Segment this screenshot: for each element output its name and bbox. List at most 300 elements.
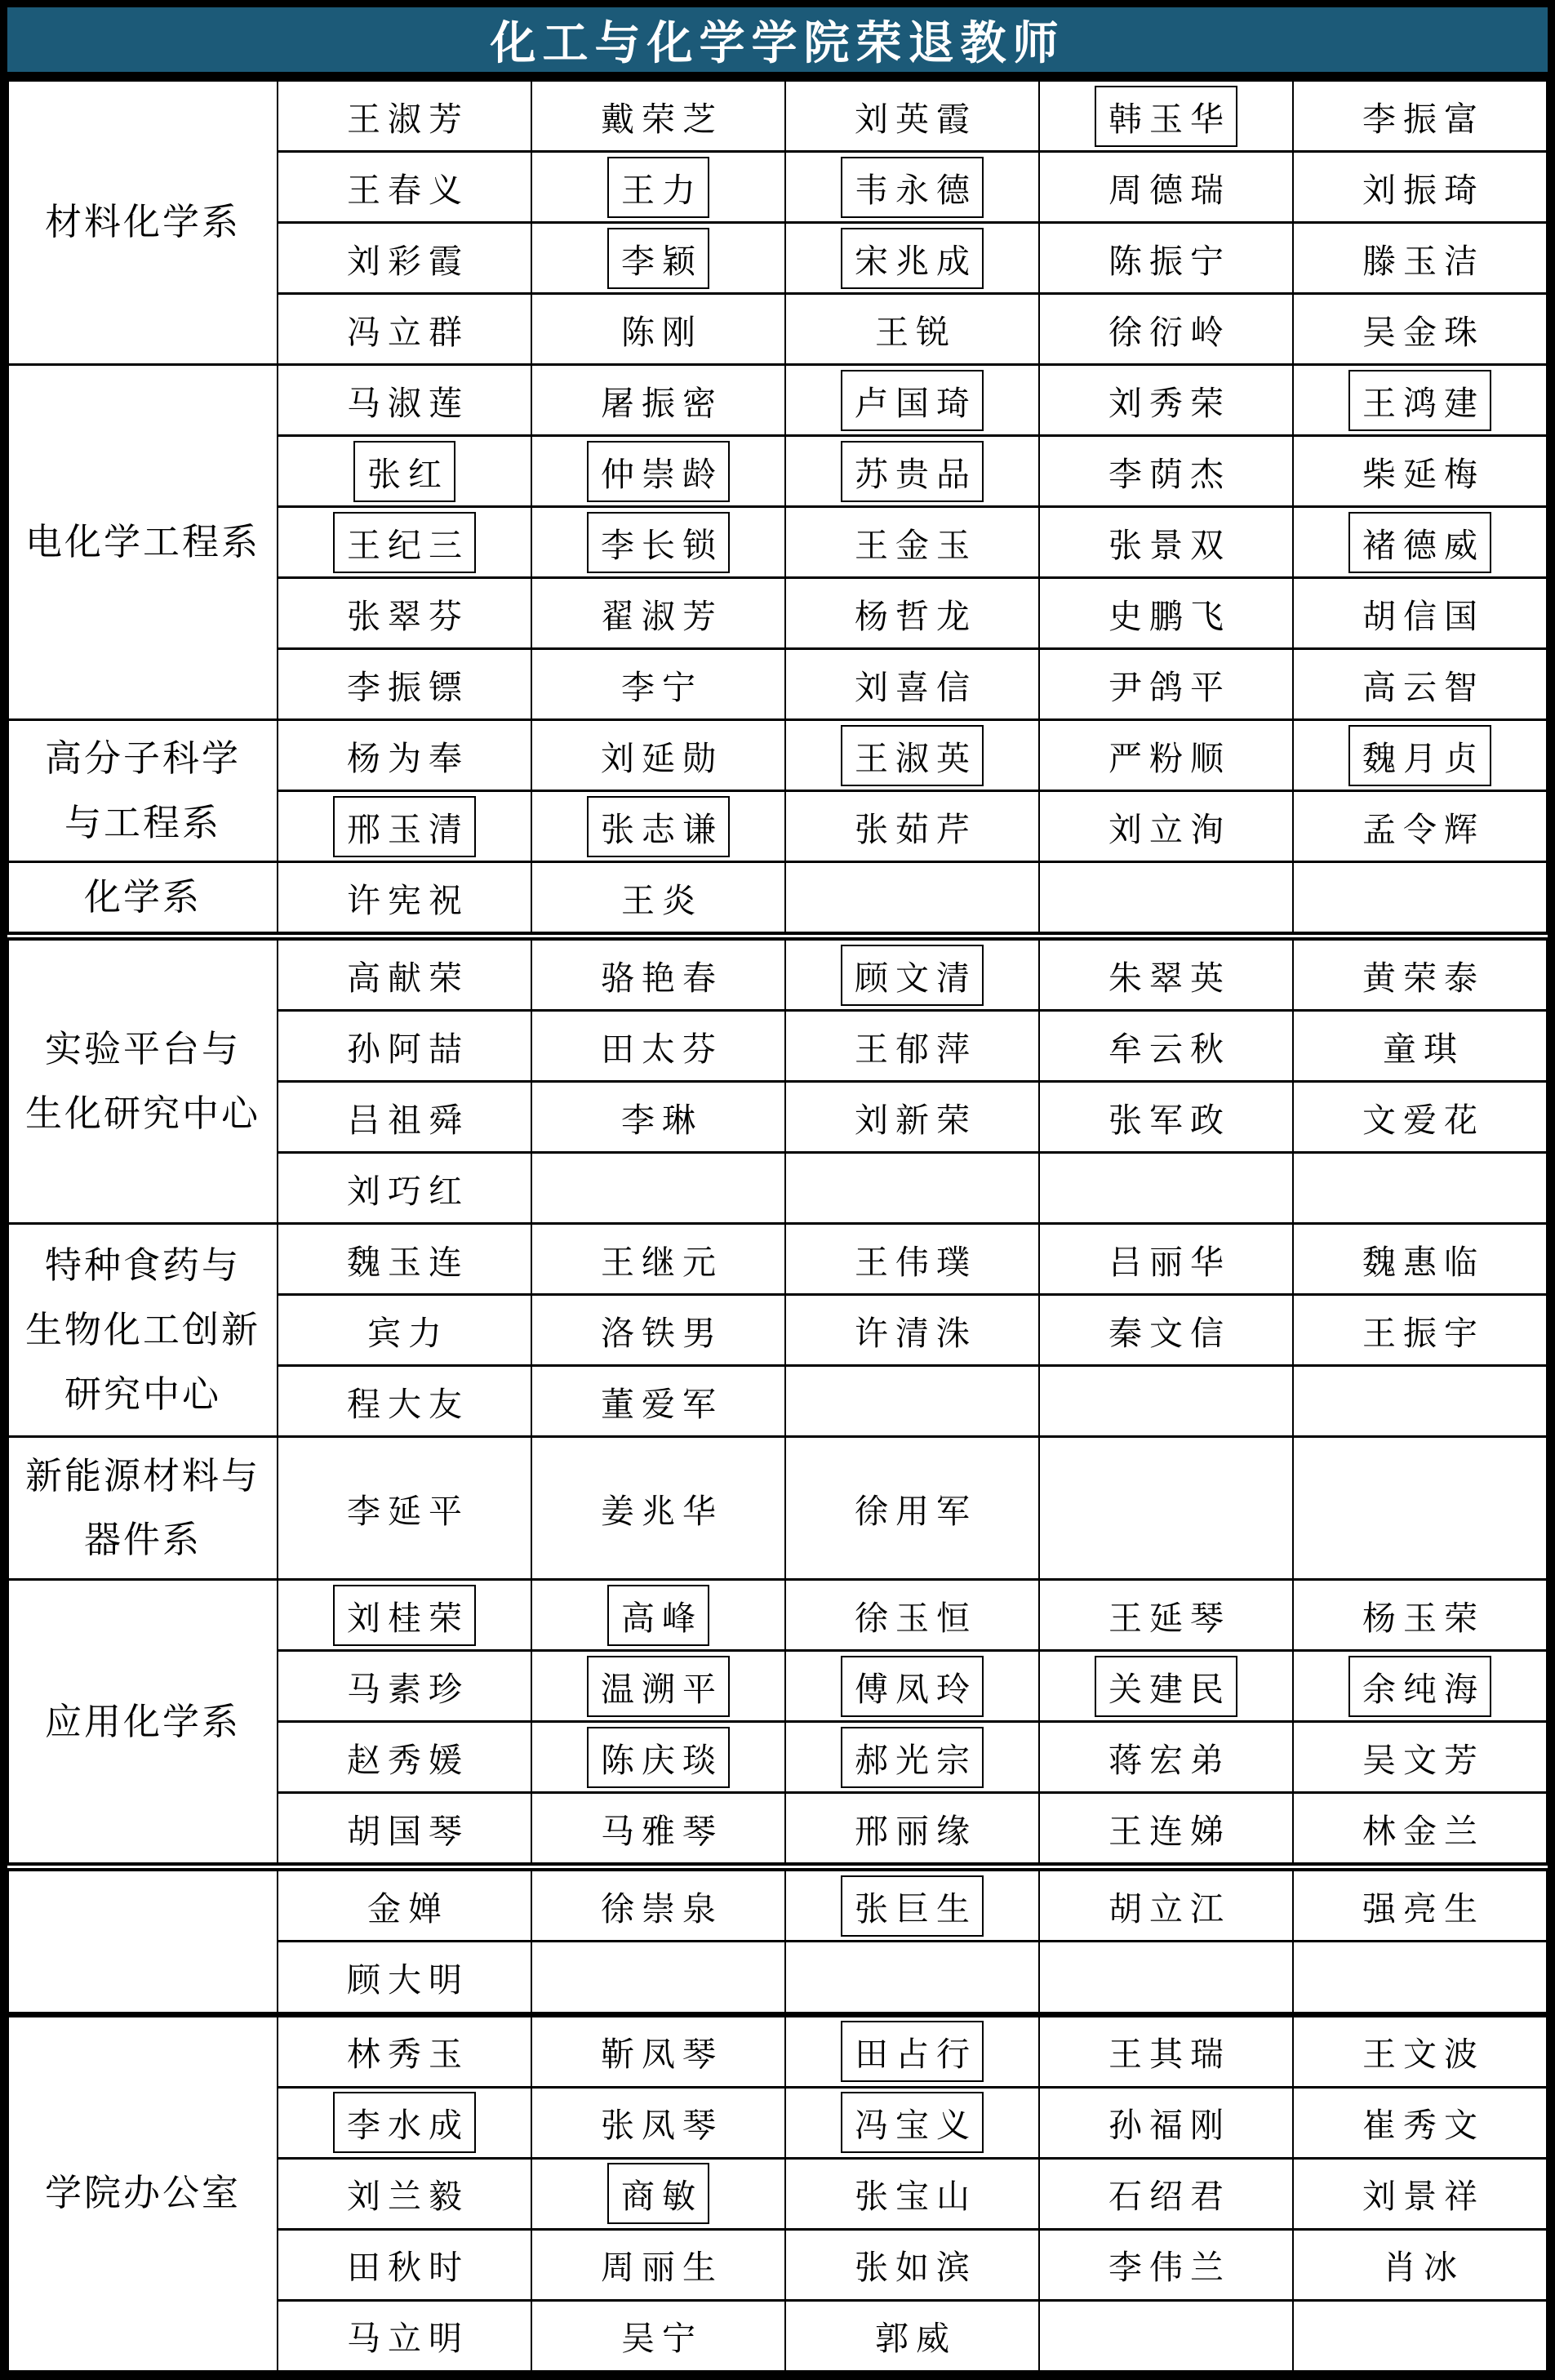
boxed-teacher-name: 王力	[607, 157, 709, 218]
teacher-cell	[1039, 936, 1293, 1011]
teacher-cell	[278, 294, 531, 365]
teacher-name: 许宪祝	[347, 880, 469, 920]
teacher-name: 周丽生	[601, 2248, 723, 2288]
empty-cell	[1039, 1942, 1293, 2014]
teacher-cell	[785, 1722, 1039, 1793]
teacher-cell	[785, 936, 1039, 1011]
teacher-name: 杨玉荣	[1362, 1598, 1485, 1638]
boxed-teacher-name: 苏贵品	[841, 441, 984, 502]
teacher-name: 戴荣芝	[601, 99, 723, 139]
teachers-table-body	[8, 81, 1547, 2372]
teacher-cell	[1293, 1793, 1547, 1867]
teacher-cell	[531, 578, 785, 649]
teacher-name: 马淑莲	[347, 383, 469, 423]
teacher-name: 董爱军	[601, 1384, 723, 1424]
teacher-cell	[278, 649, 531, 720]
teacher-name: 柴延梅	[1362, 454, 1485, 494]
teacher-name: 吕丽华	[1108, 1242, 1231, 1282]
teacher-name: 王其瑞	[1108, 2035, 1231, 2075]
teacher-cell	[1039, 81, 1293, 152]
teacher-cell	[785, 649, 1039, 720]
teacher-cell	[278, 1224, 531, 1295]
teacher-name: 林秀玉	[347, 2035, 469, 2075]
section-label	[8, 936, 278, 1224]
table-row	[8, 1224, 1547, 1295]
teacher-cell	[531, 152, 785, 223]
teacher-name: 王锐	[875, 312, 957, 352]
teacher-name: 严粉顺	[1108, 738, 1231, 778]
teacher-name: 宾力	[367, 1313, 449, 1353]
teacher-cell	[531, 720, 785, 791]
teacher-name: 高云智	[1362, 667, 1485, 707]
teacher-name: 孙福刚	[1108, 2106, 1231, 2146]
teacher-cell	[278, 862, 531, 936]
teacher-cell	[278, 1722, 531, 1793]
teacher-cell	[1293, 2087, 1547, 2158]
teacher-cell	[531, 649, 785, 720]
teacher-name: 刘景祥	[1362, 2177, 1485, 2217]
section-label-line: 实验平台与	[44, 1026, 241, 1070]
section-label	[8, 1437, 278, 1580]
teacher-name: 刘新荣	[855, 1100, 977, 1140]
section-label	[8, 862, 278, 936]
teacher-name: 王伟璞	[855, 1242, 977, 1282]
teacher-cell	[785, 1082, 1039, 1153]
teacher-name: 胡信国	[1362, 596, 1485, 636]
teacher-cell	[531, 1437, 785, 1580]
empty-cell	[1293, 1153, 1547, 1224]
teacher-name: 强亮生	[1362, 1888, 1485, 1928]
teacher-cell	[1039, 1011, 1293, 1082]
teacher-name: 翟淑芳	[601, 596, 723, 636]
section-label-line: 应用化学系	[44, 1699, 241, 1743]
empty-cell	[1039, 862, 1293, 936]
teacher-cell	[278, 436, 531, 507]
teacher-name: 杨哲龙	[855, 596, 977, 636]
teacher-cell	[1039, 1224, 1293, 1295]
teacher-name: 刘立洵	[1108, 809, 1231, 849]
teacher-cell	[278, 1867, 531, 1942]
section-label	[8, 365, 278, 720]
teacher-name: 林金兰	[1362, 1811, 1485, 1851]
teacher-cell	[1293, 936, 1547, 1011]
teacher-cell	[531, 2014, 785, 2087]
teacher-cell	[1293, 2229, 1547, 2300]
boxed-teacher-name: 温溯平	[587, 1656, 730, 1717]
teacher-name: 徐崇泉	[601, 1888, 723, 1928]
teacher-cell	[785, 2158, 1039, 2229]
empty-cell	[1039, 1437, 1293, 1580]
teacher-name: 高献荣	[347, 958, 469, 998]
teacher-cell	[1039, 791, 1293, 862]
teacher-cell	[531, 436, 785, 507]
teacher-cell	[1293, 436, 1547, 507]
teacher-cell	[1293, 720, 1547, 791]
teacher-cell	[1039, 1722, 1293, 1793]
teacher-name: 刘兰毅	[347, 2177, 469, 2217]
teacher-cell	[785, 365, 1039, 436]
boxed-teacher-name: 李水成	[333, 2092, 476, 2153]
teacher-name: 王继元	[601, 1242, 723, 1282]
teacher-cell	[1293, 1580, 1547, 1651]
teacher-cell	[531, 223, 785, 294]
teacher-name: 李宁	[621, 667, 703, 707]
teacher-name: 刘延勋	[601, 738, 723, 778]
teacher-name: 张军政	[1108, 1100, 1231, 1140]
teacher-name: 洛铁男	[601, 1313, 723, 1353]
teacher-cell	[1293, 2014, 1547, 2087]
teacher-cell	[785, 2300, 1039, 2371]
teacher-cell	[531, 2087, 785, 2158]
teacher-cell	[1039, 720, 1293, 791]
teacher-name: 王郁萍	[855, 1029, 977, 1069]
section-label-line: 材料化学系	[44, 200, 241, 244]
teacher-cell	[785, 1867, 1039, 1942]
empty-cell	[531, 1942, 785, 2014]
boxed-teacher-name: 邢玉清	[333, 796, 476, 857]
teacher-name: 王金玉	[855, 525, 977, 565]
boxed-teacher-name: 王纪三	[333, 512, 476, 573]
empty-cell	[1293, 1942, 1547, 2014]
teacher-cell	[785, 578, 1039, 649]
teacher-name: 魏惠临	[1362, 1242, 1485, 1282]
teacher-name: 陈刚	[621, 312, 703, 352]
teacher-name: 尹鸽平	[1108, 667, 1231, 707]
teacher-cell	[1039, 365, 1293, 436]
empty-cell	[1293, 862, 1547, 936]
teacher-cell	[785, 2087, 1039, 2158]
teacher-name: 马立明	[347, 2319, 469, 2359]
teacher-name: 程大友	[347, 1384, 469, 1424]
teacher-name: 文爱花	[1362, 1100, 1485, 1140]
teacher-cell	[278, 1082, 531, 1153]
section-label-line: 器件系	[83, 1518, 202, 1562]
boxed-teacher-name: 宋兆成	[841, 228, 984, 289]
teacher-cell	[785, 1437, 1039, 1580]
boxed-teacher-name: 关建民	[1095, 1656, 1237, 1717]
boxed-teacher-name: 刘桂荣	[333, 1585, 476, 1646]
teacher-cell	[1039, 507, 1293, 578]
teacher-cell	[278, 223, 531, 294]
empty-cell	[1293, 1437, 1547, 1580]
table-row	[8, 1437, 1547, 1580]
teacher-cell	[1293, 791, 1547, 862]
section-label-line: 生化研究中心	[24, 1091, 260, 1135]
teacher-name: 王春义	[347, 170, 469, 210]
teacher-cell	[785, 1224, 1039, 1295]
table-row	[8, 936, 1547, 1011]
section-label-line: 生物化工创新	[24, 1307, 260, 1351]
teacher-cell	[531, 294, 785, 365]
teacher-cell	[1039, 649, 1293, 720]
teacher-name: 邢丽缘	[855, 1811, 977, 1851]
teacher-cell	[531, 1580, 785, 1651]
teacher-cell	[1039, 1793, 1293, 1867]
teacher-cell	[785, 1295, 1039, 1366]
teacher-name: 史鹏飞	[1108, 596, 1231, 636]
teacher-name: 刘巧红	[347, 1171, 469, 1211]
section-label	[8, 720, 278, 862]
teacher-name: 刘彩霞	[347, 241, 469, 281]
teacher-cell	[785, 294, 1039, 365]
empty-cell	[785, 1942, 1039, 2014]
empty-cell	[1039, 2300, 1293, 2371]
teacher-name: 石绍君	[1108, 2177, 1231, 2217]
boxed-teacher-name: 王淑英	[841, 725, 984, 786]
boxed-teacher-name: 张巨生	[841, 1875, 984, 1937]
teacher-cell	[1039, 1580, 1293, 1651]
boxed-teacher-name: 张红	[353, 441, 455, 502]
teacher-name: 冯立群	[347, 312, 469, 352]
teacher-cell	[278, 152, 531, 223]
teacher-name: 孙阿喆	[347, 1029, 469, 1069]
teacher-cell	[1039, 294, 1293, 365]
boxed-teacher-name: 李长锁	[587, 512, 730, 573]
teacher-cell	[785, 223, 1039, 294]
teacher-cell	[1293, 1722, 1547, 1793]
teacher-name: 杨为奉	[347, 738, 469, 778]
teacher-name: 陈振宁	[1108, 241, 1231, 281]
teacher-cell	[785, 507, 1039, 578]
table-row	[8, 365, 1547, 436]
teacher-cell	[785, 81, 1039, 152]
boxed-teacher-name: 褚德威	[1348, 512, 1491, 573]
teacher-cell	[278, 2014, 531, 2087]
teacher-name: 张宝山	[855, 2177, 977, 2217]
teacher-name: 刘秀荣	[1108, 383, 1231, 423]
teachers-table	[7, 79, 1548, 2373]
teacher-cell	[1039, 2229, 1293, 2300]
teacher-name: 屠振密	[601, 383, 723, 423]
teacher-cell	[1293, 1651, 1547, 1722]
teacher-name: 吴金珠	[1362, 312, 1485, 352]
teacher-cell	[531, 1651, 785, 1722]
teacher-cell	[1293, 1082, 1547, 1153]
teacher-cell	[785, 1651, 1039, 1722]
section-label-line: 高分子科学	[44, 736, 241, 780]
boxed-teacher-name: 田占行	[841, 2021, 984, 2082]
teacher-name: 吕祖舜	[347, 1100, 469, 1140]
boxed-teacher-name: 韦永德	[841, 157, 984, 218]
teacher-name: 周德瑞	[1108, 170, 1231, 210]
boxed-teacher-name: 陈庆琰	[587, 1727, 730, 1788]
teacher-cell	[278, 365, 531, 436]
teacher-cell	[531, 2300, 785, 2371]
teacher-cell	[1293, 365, 1547, 436]
teacher-cell	[278, 81, 531, 152]
empty-cell	[785, 1153, 1039, 1224]
boxed-teacher-name: 韩玉华	[1095, 86, 1237, 147]
teacher-name: 蒋宏弟	[1108, 1740, 1231, 1780]
teacher-name: 徐衍岭	[1108, 312, 1231, 352]
teacher-cell	[278, 1580, 531, 1651]
table-row	[8, 720, 1547, 791]
teacher-cell	[1293, 649, 1547, 720]
boxed-teacher-name: 冯宝义	[841, 2092, 984, 2153]
boxed-teacher-name: 傅凤玲	[841, 1656, 984, 1717]
teacher-name: 马素珍	[347, 1669, 469, 1709]
teacher-name: 秦文信	[1108, 1313, 1231, 1353]
teacher-cell	[785, 2014, 1039, 2087]
teacher-cell	[1039, 152, 1293, 223]
teacher-cell	[785, 791, 1039, 862]
teacher-name: 胡立江	[1108, 1888, 1231, 1928]
teacher-cell	[1293, 223, 1547, 294]
teacher-cell	[531, 1867, 785, 1942]
teacher-cell	[531, 1722, 785, 1793]
teacher-cell	[1293, 294, 1547, 365]
teacher-name: 姜兆华	[601, 1491, 723, 1531]
section-label-line: 新能源材料与	[24, 1453, 260, 1497]
teacher-name: 张景双	[1108, 525, 1231, 565]
teacher-name: 李琳	[621, 1100, 703, 1140]
section-label-line: 与工程系	[64, 800, 221, 844]
empty-cell	[785, 862, 1039, 936]
table-row	[8, 1580, 1547, 1651]
teacher-name: 李振镖	[347, 667, 469, 707]
teacher-cell	[1039, 2014, 1293, 2087]
teacher-name: 徐用军	[855, 1491, 977, 1531]
boxed-teacher-name: 王鸿建	[1348, 370, 1491, 431]
teacher-cell	[278, 2158, 531, 2229]
teacher-cell	[1039, 1651, 1293, 1722]
teacher-name: 骆艳春	[601, 958, 723, 998]
teacher-name: 王文波	[1362, 2035, 1485, 2075]
teacher-cell	[785, 1793, 1039, 1867]
teacher-name: 王炎	[621, 880, 703, 920]
section-label	[8, 2014, 278, 2371]
empty-cell	[1039, 1153, 1293, 1224]
teacher-name: 李振富	[1362, 99, 1485, 139]
teacher-cell	[785, 152, 1039, 223]
teacher-cell	[785, 1011, 1039, 1082]
teacher-cell	[531, 1295, 785, 1366]
teacher-cell	[1293, 1224, 1547, 1295]
empty-cell	[531, 1153, 785, 1224]
boxed-teacher-name: 商敏	[607, 2163, 709, 2224]
teacher-cell	[278, 1011, 531, 1082]
teacher-cell	[531, 81, 785, 152]
teacher-name: 田秋时	[347, 2248, 469, 2288]
teacher-cell	[278, 1366, 531, 1437]
teacher-cell	[278, 1153, 531, 1224]
section-label	[8, 1867, 278, 2014]
teacher-name: 吴宁	[621, 2319, 703, 2359]
teacher-cell	[531, 2158, 785, 2229]
empty-cell	[785, 1366, 1039, 1437]
teacher-cell	[1039, 1295, 1293, 1366]
teacher-cell	[531, 507, 785, 578]
teacher-cell	[278, 1437, 531, 1580]
teacher-cell	[785, 2229, 1039, 2300]
boxed-teacher-name: 魏月贞	[1348, 725, 1491, 786]
teacher-name: 刘振琦	[1362, 170, 1485, 210]
teacher-cell	[1293, 1867, 1547, 1942]
teacher-name: 朱翠英	[1108, 958, 1231, 998]
teacher-cell	[278, 507, 531, 578]
teacher-name: 崔秀文	[1362, 2106, 1485, 2146]
teacher-name: 胡国琴	[347, 1811, 469, 1851]
table-row	[8, 862, 1547, 936]
teacher-cell	[1039, 436, 1293, 507]
section-label-line: 化学系	[83, 874, 202, 919]
teacher-name: 许清洙	[855, 1313, 977, 1353]
teacher-name: 肖冰	[1383, 2248, 1464, 2288]
teacher-name: 童琪	[1383, 1029, 1464, 1069]
teacher-cell	[785, 436, 1039, 507]
boxed-teacher-name: 张志谦	[587, 796, 730, 857]
boxed-teacher-name: 卢国琦	[841, 370, 984, 431]
teacher-name: 滕玉洁	[1362, 241, 1485, 281]
teacher-name: 王振宇	[1362, 1313, 1485, 1353]
teacher-cell	[278, 2087, 531, 2158]
teacher-name: 李荫杰	[1108, 454, 1231, 494]
teacher-name: 李延平	[347, 1491, 469, 1531]
teacher-cell	[531, 2229, 785, 2300]
empty-cell	[1039, 1366, 1293, 1437]
teacher-cell	[531, 936, 785, 1011]
boxed-teacher-name: 李颖	[607, 228, 709, 289]
teacher-cell	[278, 1942, 531, 2014]
section-label	[8, 81, 278, 365]
teacher-cell	[278, 936, 531, 1011]
teacher-name: 马雅琴	[601, 1811, 723, 1851]
teacher-cell	[278, 1295, 531, 1366]
teacher-cell	[1293, 507, 1547, 578]
boxed-teacher-name: 余纯海	[1348, 1656, 1491, 1717]
teacher-name: 张如滨	[855, 2248, 977, 2288]
teacher-name: 金婵	[367, 1888, 449, 1928]
teacher-cell	[1293, 1295, 1547, 1366]
teacher-cell	[785, 720, 1039, 791]
teacher-name: 魏玉连	[347, 1242, 469, 1282]
teacher-cell	[278, 1651, 531, 1722]
section-label-line: 特种食药与	[44, 1243, 241, 1288]
teacher-cell	[1039, 578, 1293, 649]
teacher-name: 黄荣泰	[1362, 958, 1485, 998]
teacher-cell	[785, 1580, 1039, 1651]
teacher-name: 王淑芳	[347, 99, 469, 139]
teacher-cell	[278, 2300, 531, 2371]
teacher-name: 赵秀媛	[347, 1740, 469, 1780]
teacher-name: 郭威	[875, 2319, 957, 2359]
boxed-teacher-name: 高峰	[607, 1585, 709, 1646]
teacher-name: 刘喜信	[855, 667, 977, 707]
section-label-line: 电化学工程系	[24, 519, 260, 563]
teacher-cell	[278, 2229, 531, 2300]
teacher-cell	[531, 1011, 785, 1082]
teacher-name: 徐玉恒	[855, 1598, 977, 1638]
teacher-cell	[278, 1793, 531, 1867]
boxed-teacher-name: 顾文清	[841, 945, 984, 1006]
teacher-name: 李伟兰	[1108, 2248, 1231, 2288]
teacher-cell	[531, 1082, 785, 1153]
teacher-cell	[1293, 81, 1547, 152]
teacher-cell	[531, 365, 785, 436]
table-row	[8, 1867, 1547, 1942]
teacher-cell	[531, 862, 785, 936]
section-label	[8, 1580, 278, 1867]
teacher-name: 牟云秋	[1108, 1029, 1231, 1069]
teacher-name: 刘英霞	[855, 99, 977, 139]
teacher-cell	[278, 720, 531, 791]
boxed-teacher-name: 郝光宗	[841, 1727, 984, 1788]
section-label	[8, 1224, 278, 1437]
teacher-cell	[531, 791, 785, 862]
teacher-name: 吴文芳	[1362, 1740, 1485, 1780]
teacher-name: 靳凤琴	[601, 2035, 723, 2075]
table-row	[8, 81, 1547, 152]
